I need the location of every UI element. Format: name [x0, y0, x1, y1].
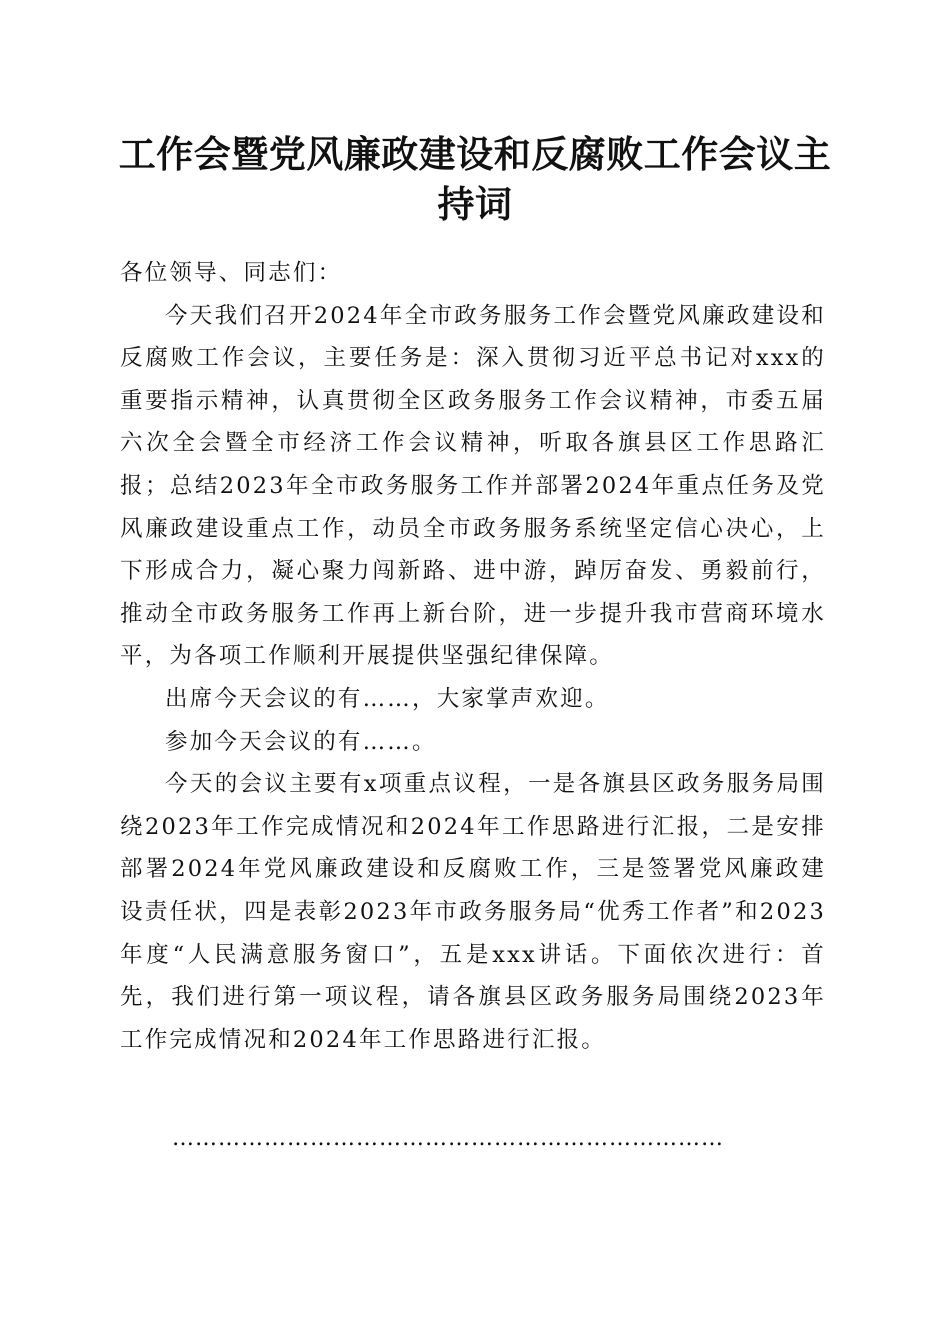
paragraph-agenda: 今天的会议主要有x项重点议程，一是各旗县区政务服务局围绕2023年工作完成情况和2024年工作思路进行汇报，二是安排部署2024年党风廉政建设和反腐败工作，三是签署党风廉政建设责任状，四是表彰2023年市政务服务局“优秀工作者”和2023年度“人民满意服务窗口”，五是xxx讲话。下面依次进行：首先，我们进行第一项议程，请各旗县区政务服务局围绕2023年工作完成情况和2024年工作思路进行汇报。: [120, 771, 826, 1053]
paragraph-intro: 今天我们召开2024年全市政务服务工作会暨党风廉政建设和反腐败工作会议，主要任务是：深入贯彻习近平总书记对xxx的重要指示精神，认真贯彻全区政务服务工作会议精神，市委五届六次全会暨全市经济工作会议精神，听取各旗县区工作思路汇报；总结2023年全市政务服务工作并部署2024年重点任务及党风廉政建设重点工作，动员全市政务服务系统坚定信心决心，上下形成合力，凝心聚力闯新路、进中游，踔厉奋发、勇毅前行，推动全市政务服务工作再上新台阶，进一步提升我市营商环境水平，为各项工作顺利开展提供坚强纪律保障。: [120, 302, 826, 670]
document-body: [120, 252, 826, 1061]
paragraph-participants: 参加今天会议的有……。: [165, 728, 437, 755]
ellipsis-separator: ………………………………………………………………: [172, 1126, 724, 1151]
document-title: 工作会暨党风廉政建设和反腐败工作会议主持词: [118, 133, 832, 226]
paragraph-attendees: 出席今天会议的有……，大家掌声欢迎。: [165, 685, 610, 712]
salutation: 各位领导、同志们：: [120, 260, 343, 286]
